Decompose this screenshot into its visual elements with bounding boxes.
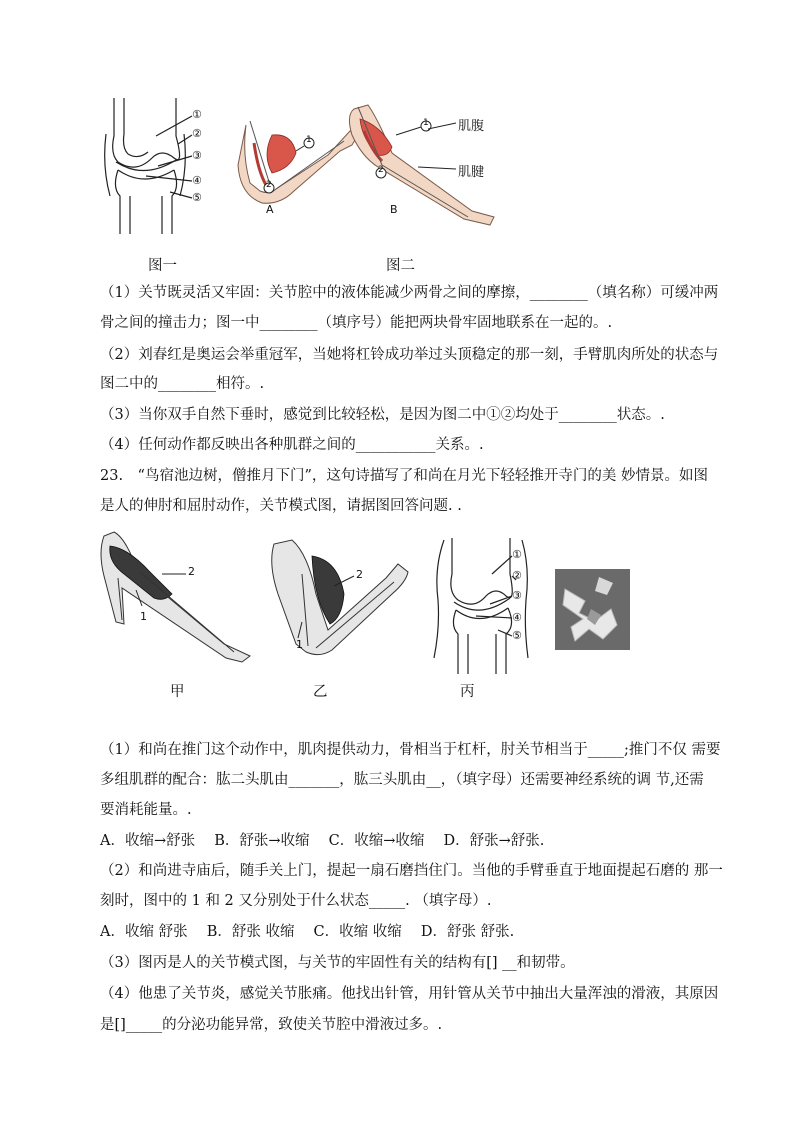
figure2-arm-muscle-diagram — [232, 95, 512, 235]
figure1-caption: 图一 — [148, 258, 177, 274]
figure3-caption-yi: 乙 — [313, 684, 328, 700]
figure3-bing-label-5: ⑤ — [512, 629, 522, 642]
q23-intro-line: 是人的伸肘和屈肘动作，关节模式图，请据图回答问题. . — [100, 498, 462, 514]
q23-option-line: A．收缩→舒张 B．舒张→收缩 C．收缩→收缩 D．舒张→舒张. — [100, 833, 545, 849]
figure1-joint-diagram — [96, 96, 211, 236]
q23-line: 刻时，图中的 1 和 2 又分别处于什么状态_____. （填字母）. — [100, 893, 492, 909]
q23-line: （1）和尚在推门这个动作中，肌肉提供动力，骨相当于杠杆，肘关节相当于_____;推门不仅 需要 — [100, 742, 721, 758]
figure3-arm-yi — [268, 534, 418, 668]
figure1-label-5: ⑤ — [192, 191, 202, 204]
figure1-label-1: ① — [192, 108, 202, 121]
q23-line: 要消耗能量。. — [100, 802, 192, 818]
figure3-caption-bing: 丙 — [460, 684, 475, 700]
figure1-label-2: ② — [192, 127, 202, 140]
figure3-jia-num-1: 1 — [140, 610, 147, 623]
joint-model-drawing — [430, 538, 545, 676]
q23-line: （2）和尚进寺庙后，随手关上门，提起一扇石磨挡住门。当他的手臂垂直于地面提起石磨的 那一 — [100, 863, 723, 879]
figure1-label-3: ③ — [192, 149, 202, 162]
figure3-bing-label-2: ② — [512, 569, 522, 582]
figure3-bing-label-3: ③ — [512, 589, 522, 602]
q23-line: 多组肌群的配合：肱二头肌由_______，肱三头肌由__，（填字母）还需要神经系统的调 节,还需 — [100, 772, 704, 788]
figure2-num-2-b: 2 — [378, 165, 384, 175]
figure3-joint-bing — [430, 538, 545, 676]
figure2-num-1-a: 1 — [306, 135, 312, 145]
q23-option-line: A．收缩 舒张 B．舒张 收缩 C．收缩 收缩 D．舒张 舒张. — [100, 924, 515, 940]
q23-line: 是[]_____的分泌功能异常，致使关节腔中滑液过多。. — [100, 1017, 443, 1033]
figure3-yi-num-1: 1 — [296, 638, 303, 651]
figure2-tendon-label: 肌腱 — [458, 165, 485, 180]
figure3-jia-num-2: 2 — [188, 565, 195, 578]
figure3-bing-label-4: ④ — [512, 611, 522, 624]
q23-intro-line: 23. “鸟宿池边树，僧推月下门”，这句诗描写了和尚在月光下轻轻推开寺门的美 妙情景。如图 — [100, 468, 708, 484]
arm-extended-drawing — [94, 528, 264, 670]
figure2-label-a: A — [266, 203, 274, 216]
q22-line: 图二中的________相符。. — [100, 376, 265, 392]
q22-line: （1）关节既灵活又牢固：关节腔中的液体能减少两骨之间的摩擦，________（填名称）可缓冲两 — [100, 285, 719, 301]
q23-line: （3）图丙是人的关节模式图，与关节的牢固性有关的结构有[] __和韧带。 — [100, 955, 575, 971]
q22-line: （3）当你双手自然下垂时，感觉到比较轻松，是因为图二中①②均处于________状态。. — [100, 407, 665, 423]
figure3-bone-photo — [555, 569, 630, 650]
figure2-num-1-b: 1 — [423, 118, 429, 128]
q22-line: 骨之间的撞击力；图一中________（填序号）能把两块骨牢固地联系在一起的。. — [100, 315, 613, 331]
q22-line: （4）任何动作都反映出各种肌群之间的___________关系。. — [100, 437, 484, 453]
q23-line: （4）他患了关节炎，感觉关节胀痛。他找出针管，用针管从关节中抽出大量浑浊的滑液，其原因 — [100, 986, 719, 1002]
figure2-num-2-a: 2 — [266, 180, 272, 190]
figure3-yi-num-2: 2 — [356, 568, 363, 581]
figure2-muscle-belly-label: 肌腹 — [458, 119, 485, 134]
figure2-caption: 图二 — [386, 258, 415, 274]
figure3-bing-label-1: ① — [512, 548, 522, 561]
q22-line: （2）刘春红是奥运会举重冠军，当她将杠铃成功举过头顶稳定的那一刻，手臂肌肉所处的状态与 — [100, 347, 719, 363]
figure3-caption-jia: 甲 — [170, 684, 185, 700]
figure3-arm-jia — [94, 528, 264, 670]
figure2-label-b: B — [390, 203, 398, 216]
arm-flexed-drawing — [268, 534, 418, 668]
figure1-label-4: ④ — [192, 174, 202, 187]
bone-photo-image — [555, 569, 630, 650]
